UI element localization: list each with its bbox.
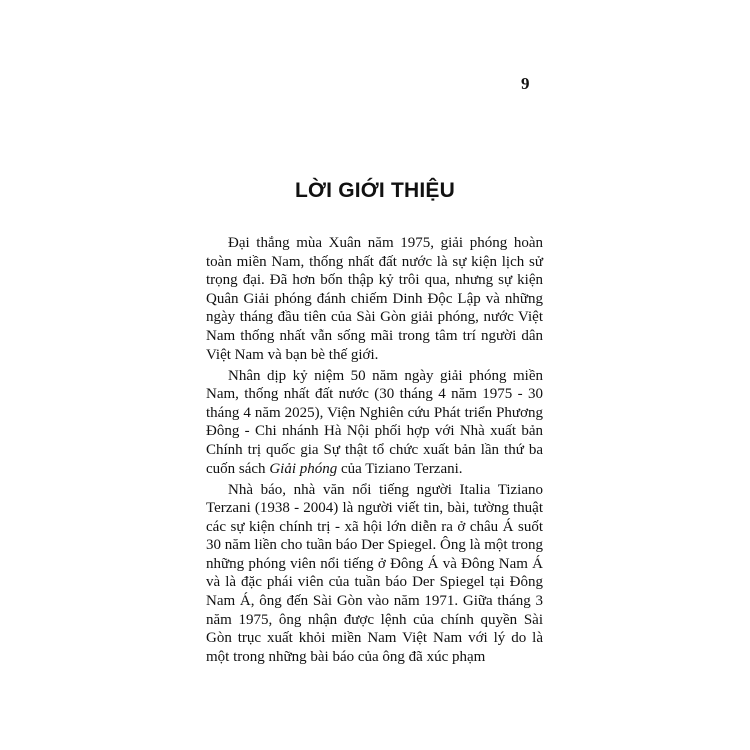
paragraph-1 [206, 234, 543, 364]
chapter-title: LỜI GIỚI THIỆU [295, 179, 455, 202]
paragraph-text: Đại thắng mùa Xuân năm 1975, giải phóng hoàn toàn miền Nam, thống nhất đất nước là sự kiện lịch sử trọng đại. Đã hơn bốn thập kỷ trôi qua, nhưng sự kiện Quân Giải phóng đánh chiếm Dinh Độc Lập và những ngày tháng đầu tiên của Sài Gòn giải phóng, nước Việt Nam thống nhất vẫn sống mãi trong tâm trí người dân Việt Nam và bạn bè thế giới. [206, 235, 543, 363]
paragraph-text: Nhân dịp kỷ niệm 50 năm ngày giải phóng miền Nam, thống nhất đất nước (30 tháng 4 năm 1975 - 30 tháng 4 năm 2025), Viện Nghiên cứu Phát triển Phương Đông - Chi nhánh Hà Nội phối hợp với Nhà xuất bản Chính trị quốc gia Sự thật tổ chức xuất bản lần thứ ba cuốn sách [206, 367, 543, 477]
page-number: 9 [521, 74, 530, 93]
paragraph-3 [206, 481, 543, 667]
paragraph-2 [206, 367, 543, 479]
paragraph-text: Nhà báo, nhà văn nổi tiếng người Italia Tiziano Terzani (1938 - 2004) là người viết tin, bài, tường thuật các sự kiện chính trị - xã hội lớn diễn ra ở châu Á suốt 30 năm liền cho tuần báo Der Spiegel. Ông là một trong những phóng viên nổi tiếng ở Đông Á và Đông Nam Á và là đặc phái viên của tuần báo Der Spiegel tại Đông Nam Á, ông đến Sài Gòn vào năm 1971. Giữa tháng 3 năm 1975, ông nhận được lệnh của chính quyền Sài Gòn trục xuất khỏi miền Nam Việt Nam với lý do là một trong những bài báo của ông đã xúc phạm [206, 481, 543, 665]
book-title-italic: Giải phóng [269, 460, 338, 477]
paragraph-text: của Tiziano Terzani. [337, 460, 463, 477]
body-text [206, 234, 543, 669]
